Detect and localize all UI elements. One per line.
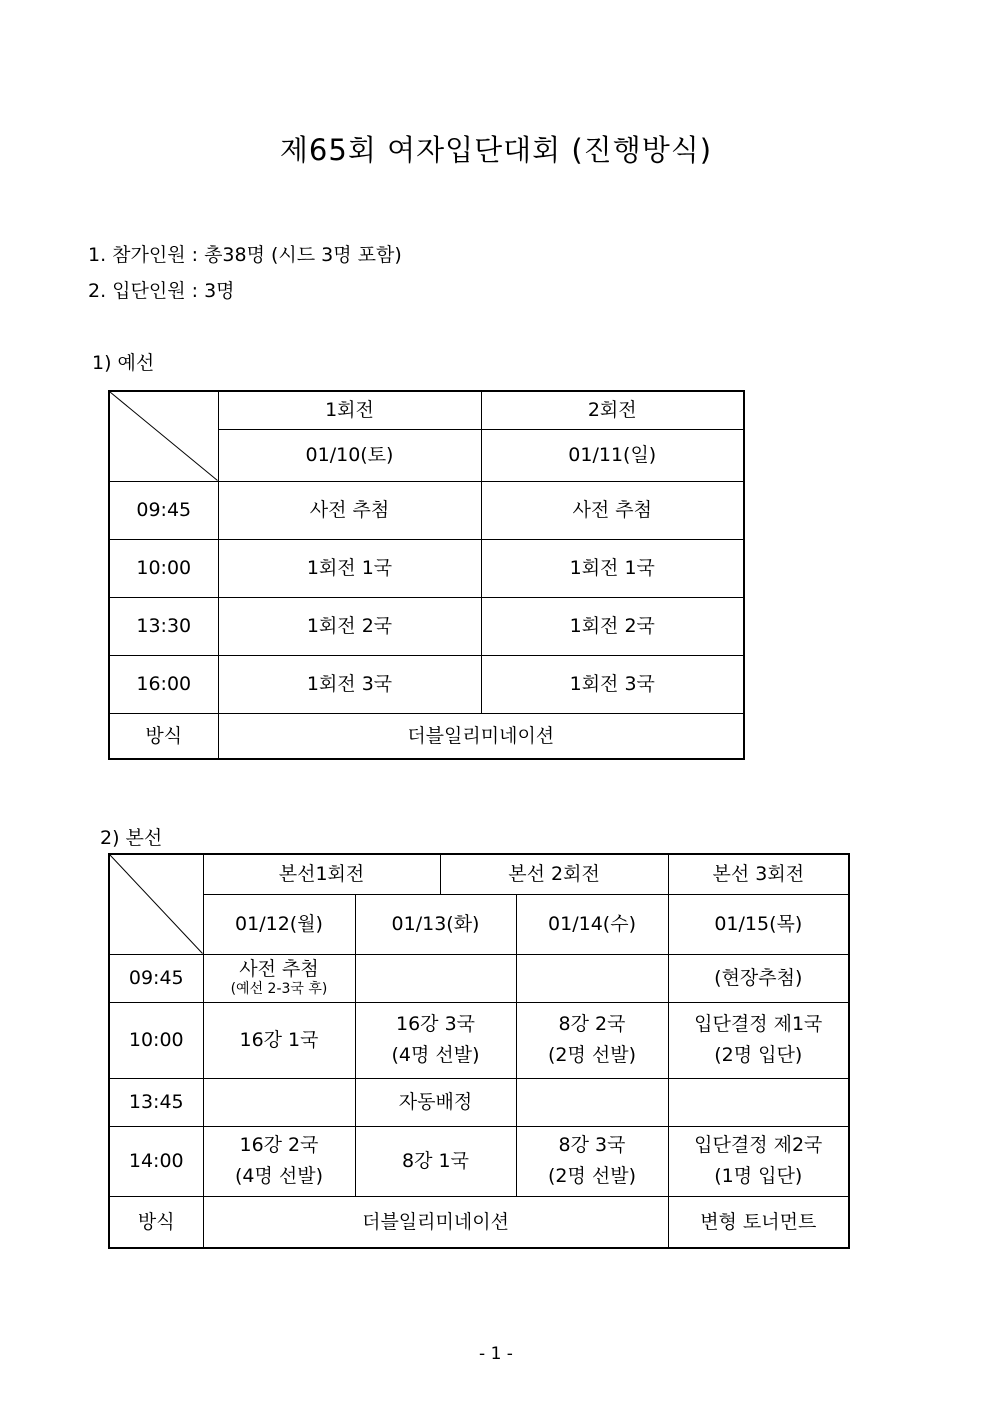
diagonal-header-cell <box>109 854 203 954</box>
schedule-note: (4명 선발) <box>234 1165 323 1187</box>
page-title: 제65회 여자입단대회 (진행방식) <box>279 133 713 167</box>
info-admission: 2. 입단인원 : 3명 <box>88 280 235 302</box>
schedule-cell: 사전 추첨 <box>481 481 744 539</box>
info-participants: 1. 참가인원 : 총38명 (시드 3명 포함) <box>88 244 402 266</box>
schedule-text: 8강 2국 <box>558 1012 626 1035</box>
schedule-cell-empty <box>668 1078 849 1126</box>
schedule-cell: 자동배정 <box>355 1078 516 1126</box>
schedule-cell-empty <box>203 1078 355 1126</box>
main-round-3: 본선 3회전 <box>668 854 849 894</box>
schedule-note: (2명 선발) <box>548 1165 637 1187</box>
schedule-cell: 1회전 2국 <box>218 597 481 655</box>
prelim-round-1: 1회전 <box>218 391 481 429</box>
method-label: 방식 <box>109 1196 203 1248</box>
prelim-date-2: 01/11(일) <box>481 429 744 481</box>
time-cell: 14:00 <box>109 1126 203 1196</box>
method-label: 방식 <box>109 713 218 759</box>
diagonal-line <box>110 855 203 954</box>
main-round-1: 본선1회전 <box>203 854 440 894</box>
schedule-cell: 1회전 3국 <box>481 655 744 713</box>
diagonal-header-cell <box>109 391 218 481</box>
prelim-date-1: 01/10(토) <box>218 429 481 481</box>
method-value: 더블일리미네이션 <box>203 1196 668 1248</box>
main-round-2: 본선 2회전 <box>440 854 668 894</box>
schedule-note: (2명 선발) <box>548 1044 637 1066</box>
schedule-cell: 8강 1국 <box>355 1126 516 1196</box>
main-date-2: 01/13(화) <box>355 894 516 954</box>
schedule-text: 입단결정 제1국 <box>694 1012 823 1035</box>
schedule-cell <box>668 1002 849 1078</box>
diagonal-line <box>110 392 218 481</box>
method-final-value: 변형 토너먼트 <box>668 1196 849 1248</box>
method-value: 더블일리미네이션 <box>218 713 744 759</box>
prelim-table <box>108 390 745 760</box>
schedule-cell-empty <box>516 1078 668 1126</box>
time-cell: 13:45 <box>109 1078 203 1126</box>
time-cell: 16:00 <box>109 655 218 713</box>
main-table <box>108 853 850 1249</box>
schedule-note: (1명 입단) <box>714 1165 803 1187</box>
time-cell: 13:30 <box>109 597 218 655</box>
schedule-cell: 1회전 1국 <box>218 539 481 597</box>
schedule-cell: (현장추첨) <box>668 954 849 1002</box>
time-cell: 09:45 <box>109 954 203 1002</box>
time-cell: 10:00 <box>109 539 218 597</box>
schedule-text: 사전 추첨 <box>239 958 319 981</box>
schedule-note: (4명 선발) <box>391 1044 480 1066</box>
schedule-cell-empty <box>355 954 516 1002</box>
main-heading: 2) 본선 <box>100 827 163 849</box>
schedule-cell <box>203 954 355 1002</box>
schedule-text: 8강 3국 <box>558 1133 626 1156</box>
schedule-cell: 사전 추첨 <box>218 481 481 539</box>
time-cell: 09:45 <box>109 481 218 539</box>
page-number: - 1 - <box>479 1344 513 1364</box>
main-date-4: 01/15(목) <box>668 894 849 954</box>
schedule-note: (예선 2-3국 후) <box>230 981 328 997</box>
schedule-cell <box>516 1126 668 1196</box>
schedule-text: 16강 3국 <box>396 1012 476 1035</box>
time-cell: 10:00 <box>109 1002 203 1078</box>
schedule-cell: 1회전 2국 <box>481 597 744 655</box>
prelim-heading: 1) 예선 <box>92 352 155 374</box>
schedule-text: 입단결정 제2국 <box>694 1133 823 1156</box>
schedule-cell: 1회전 1국 <box>481 539 744 597</box>
main-date-3: 01/14(수) <box>516 894 668 954</box>
schedule-cell-empty <box>516 954 668 1002</box>
schedule-note: (2명 입단) <box>714 1044 803 1066</box>
schedule-cell <box>668 1126 849 1196</box>
schedule-cell: 16강 1국 <box>203 1002 355 1078</box>
schedule-cell <box>355 1002 516 1078</box>
schedule-cell: 1회전 3국 <box>218 655 481 713</box>
main-date-1: 01/12(월) <box>203 894 355 954</box>
schedule-text: 16강 2국 <box>239 1133 319 1156</box>
schedule-cell <box>203 1126 355 1196</box>
prelim-round-2: 2회전 <box>481 391 744 429</box>
schedule-cell <box>516 1002 668 1078</box>
